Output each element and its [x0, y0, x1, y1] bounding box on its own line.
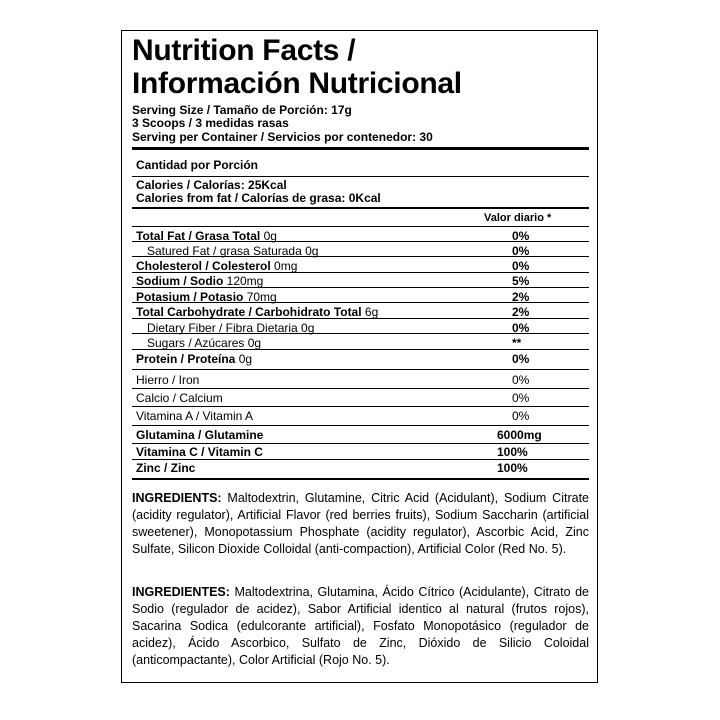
serving-size: Serving Size / Tamaño de Porción: 17g: [132, 103, 352, 117]
calories: Calories / Calorías: 25Kcal: [136, 178, 287, 192]
nutrient-daily-value: 0%: [512, 244, 530, 258]
divider: [132, 369, 589, 370]
divider: [132, 226, 589, 227]
calories-from-fat: Calories from fat / Calorías de grasa: 0Kcal: [136, 191, 381, 205]
row-divider: [132, 302, 589, 303]
nutrient-amount: 6g: [361, 305, 379, 319]
nutrient-amount: 0g: [260, 229, 277, 243]
row-divider: [132, 287, 589, 288]
nutrient-label: Satured Fat / grasa Saturada 0g: [147, 244, 319, 258]
amount-heading: Cantidad por Porción: [136, 158, 259, 172]
extra-daily-value: 6000mg: [497, 428, 542, 442]
daily-value-header: Valor diario *: [484, 212, 552, 224]
extra-name: Vitamina C / Vitamin C: [136, 445, 263, 459]
ingredients-english-text: Maltodextrin, Glutamine, Citric Acid (Acidulant), Sodium Citrate (acidity regulator), Artificial Flavor (red berries fruits), Sodium Saccharin (artificial sweetener), Monopotassium Phosphate (acidity regulator), Ascorbic Acid, Zinc Sulfate, Silicon Dioxide Colloidal (anti-compaction), Artificial Color (Red No. 5).: [132, 491, 589, 556]
divider-medium: [132, 207, 589, 209]
mineral-daily-value: 0%: [512, 409, 530, 423]
mineral-name: Hierro / Iron: [136, 373, 200, 387]
row-divider: [132, 388, 589, 389]
divider-medium: [132, 478, 589, 480]
nutrient-daily-value: 2%: [512, 290, 530, 304]
nutrient-daily-value: 5%: [512, 274, 530, 288]
divider: [132, 425, 589, 426]
nutrient-daily-value: 0%: [512, 229, 530, 243]
row-divider: [132, 272, 589, 273]
nutrient-label: Sugars / Azúcares 0g: [147, 336, 262, 350]
nutrient-daily-value: 0%: [512, 352, 530, 366]
mineral-name: Calcio / Calcium: [136, 391, 223, 405]
nutrient-daily-value: 2%: [512, 305, 530, 319]
extra-daily-value: 100%: [497, 445, 528, 459]
nutrient-label: Dietary Fiber / Fibra Dietaria 0g: [147, 321, 315, 335]
row-divider: [132, 459, 589, 460]
nutrient-amount: 0g: [235, 352, 253, 366]
ingredients-english-label: INGREDIENTS:: [132, 491, 222, 505]
nutrition-facts-panel: [121, 30, 598, 683]
ingredients-spanish-text: Maltodextrina, Glutamina, Ácido Cítrico (Acidulante), Citrato de Sodio (regulador de acidez), Sabor Artificial identico al natural (frutos rojos), Sacarina Sodica (edulcorante artificial), Fosfato Monopotásico (regulador de acidez), Ácido Ascorbico, Sulfato de Zinc, Dióxido de Silicio Coloidal (anticompactante), Color Artificial (Rojo No. 5).: [132, 585, 589, 667]
row-divider: [132, 318, 589, 319]
title-line-1: Nutrition Facts /: [132, 34, 356, 67]
ingredients-spanish-label: INGREDIENTES:: [132, 585, 230, 599]
nutrient-label: Cholesterol / Colesterol: [136, 259, 271, 273]
mineral-daily-value: 0%: [512, 373, 530, 387]
nutrient-daily-value: 0%: [512, 259, 530, 273]
nutrient-daily-value: **: [512, 336, 522, 350]
row-divider: [132, 333, 589, 334]
nutrient-label: Total Carbohydrate / Carbohidrato Total: [136, 305, 362, 319]
row-divider: [132, 256, 589, 257]
nutrient-amount: 0mg: [270, 259, 298, 273]
extra-name: Zinc / Zinc: [136, 461, 196, 475]
ingredients-spanish: [132, 584, 589, 669]
mineral-name: Vitamina A / Vitamin A: [136, 409, 253, 423]
divider-thick: [132, 147, 589, 150]
mineral-daily-value: 0%: [512, 391, 530, 405]
nutrient-name: [136, 353, 252, 366]
nutrient-label: Potasium / Potasio: [136, 290, 244, 304]
row-divider: [132, 443, 589, 444]
nutrient-daily-value: 0%: [512, 321, 530, 335]
serving-scoops: 3 Scoops / 3 medidas rasas: [132, 116, 289, 130]
row-divider: [132, 349, 589, 350]
extra-daily-value: 100%: [497, 461, 528, 475]
serving-per-container: Serving per Container / Servicios por contenedor: 30: [132, 130, 433, 144]
ingredients-english: [132, 490, 589, 558]
extra-name: Glutamina / Glutamine: [136, 428, 264, 442]
nutrient-label: Protein / Proteína: [136, 352, 236, 366]
row-divider: [132, 406, 589, 407]
row-divider: [132, 241, 589, 242]
title-line-2: Información Nutricional: [132, 67, 462, 100]
nutrient-amount: 120mg: [223, 274, 264, 288]
divider: [132, 176, 589, 177]
nutrient-label: Total Fat / Grasa Total: [136, 229, 261, 243]
nutrient-label: Sodium / Sodio: [136, 274, 224, 288]
nutrient-amount: 70mg: [243, 290, 277, 304]
